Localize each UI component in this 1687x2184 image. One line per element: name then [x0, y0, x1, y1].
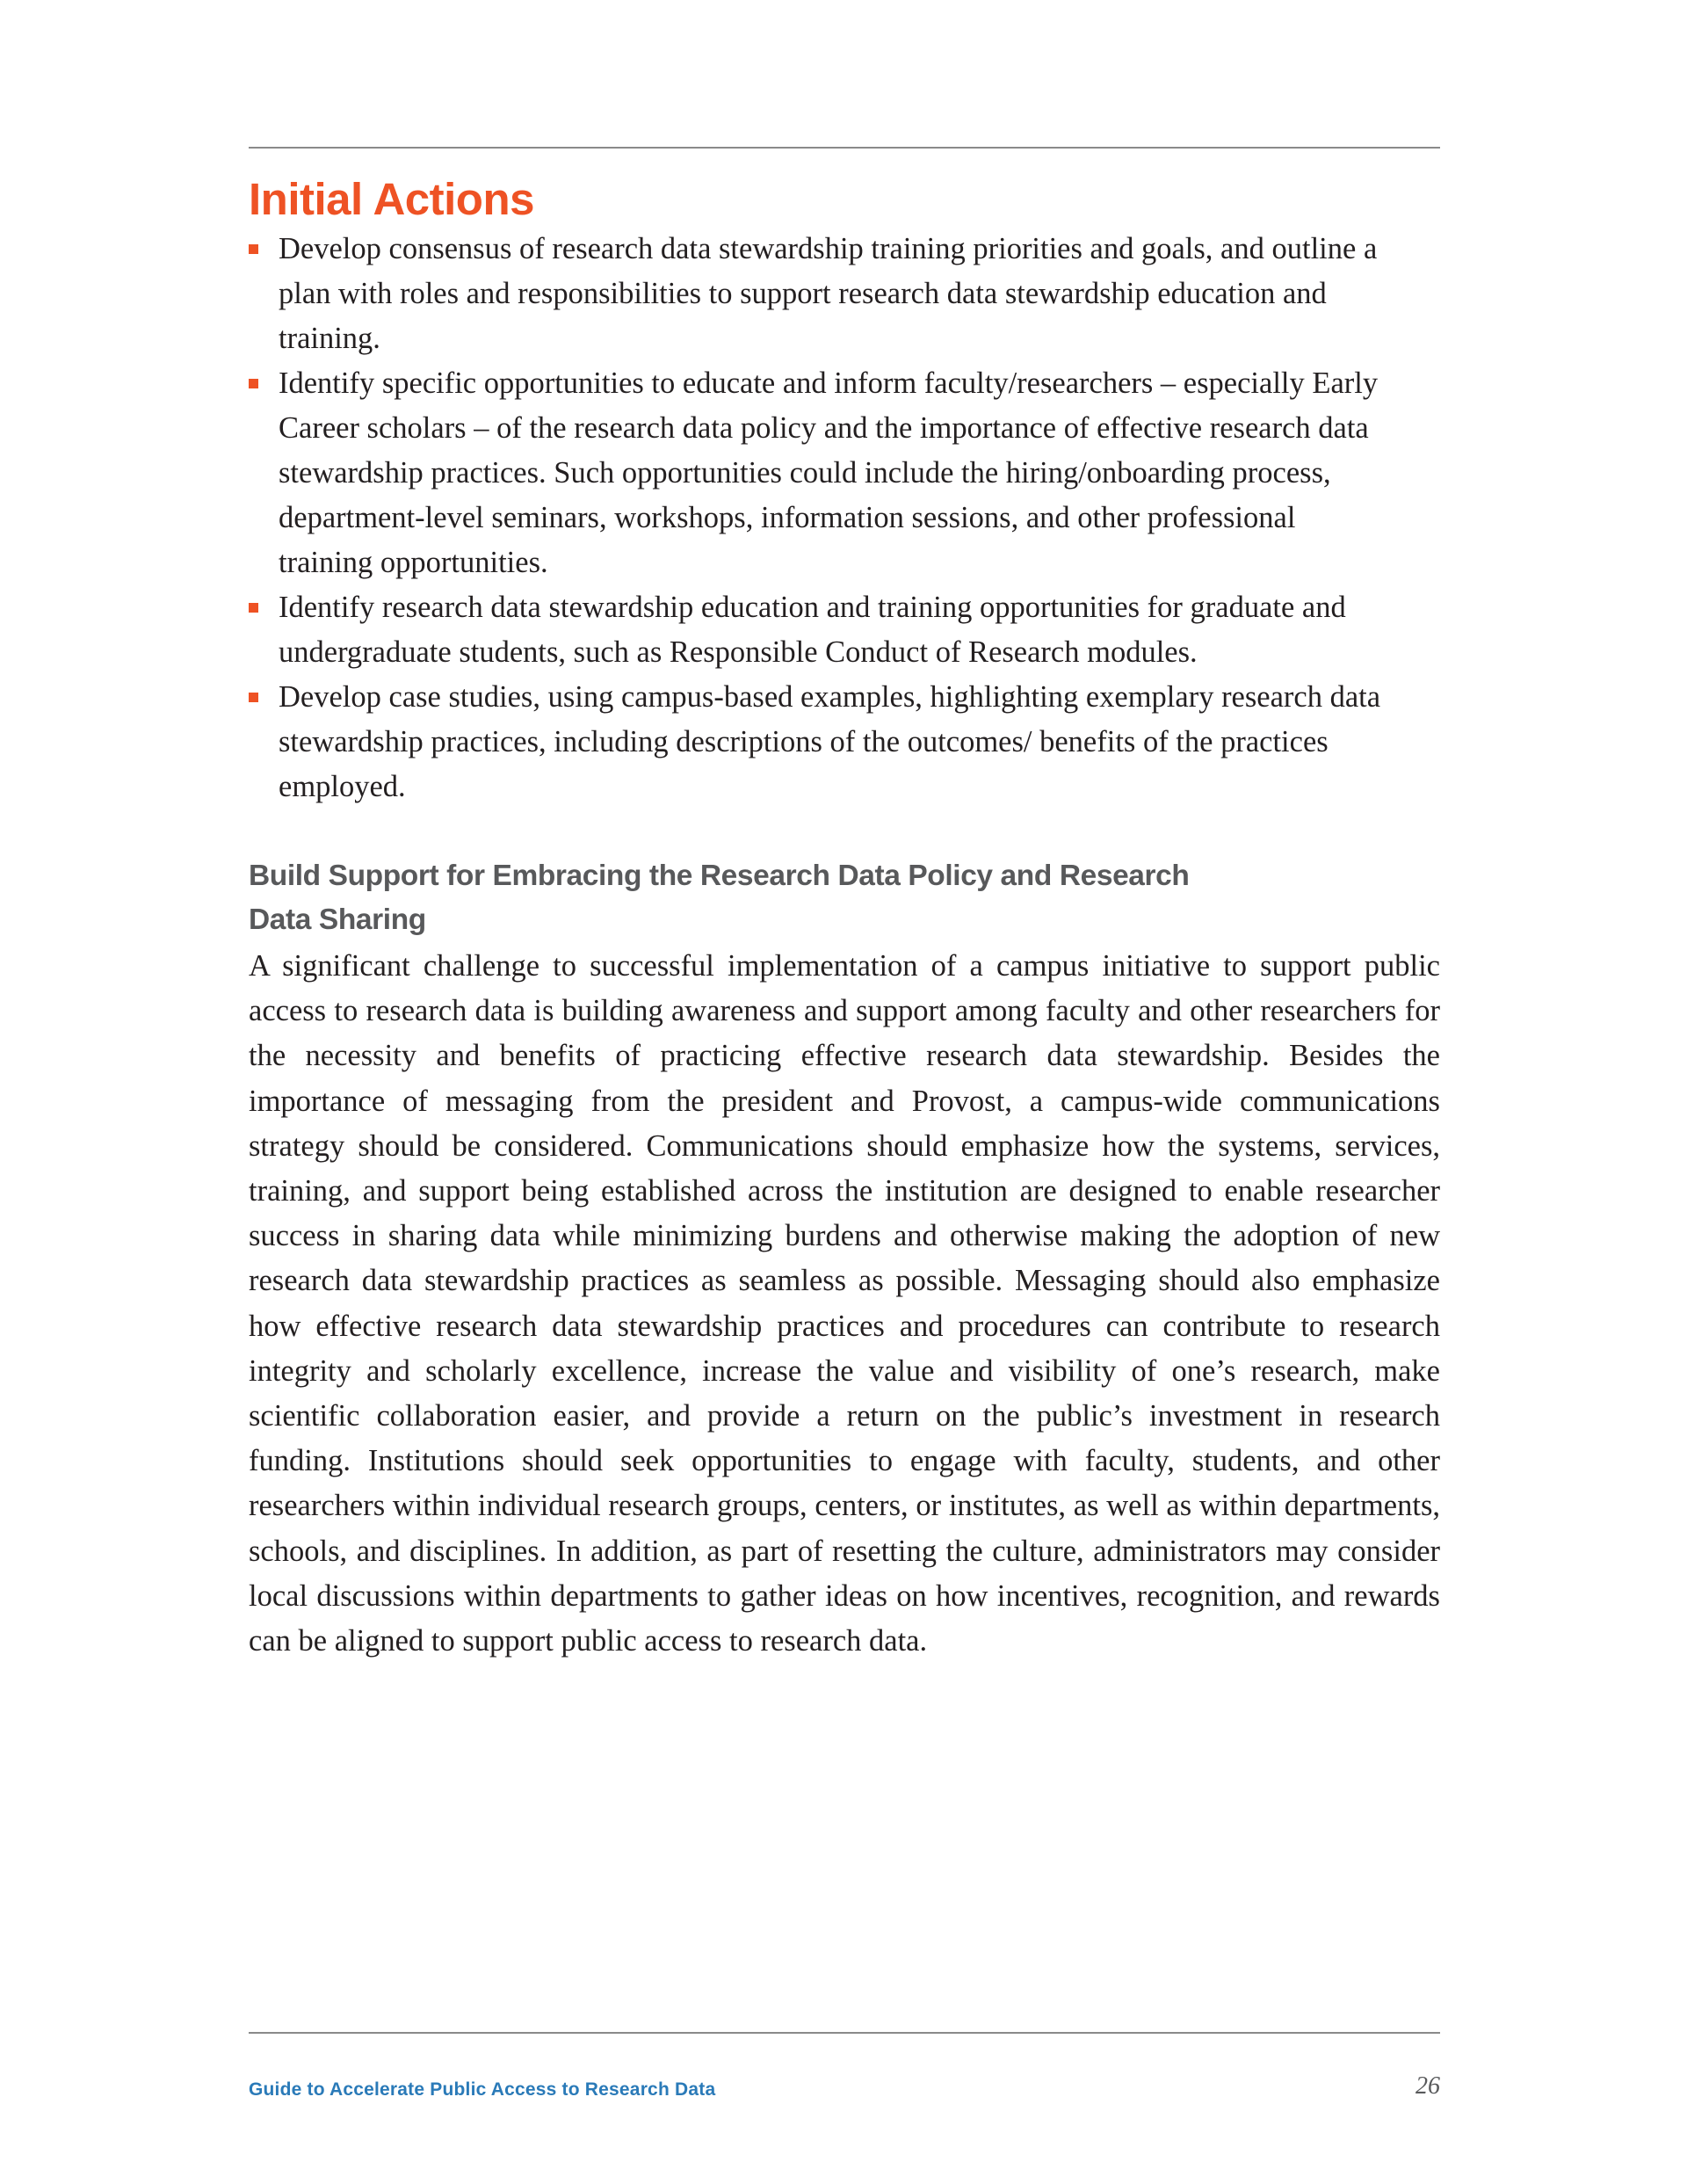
footer-document-title: Guide to Accelerate Public Access to Research Data	[249, 2079, 716, 2100]
square-bullet-icon	[249, 244, 258, 254]
list-item	[249, 227, 1394, 361]
square-bullet-icon	[249, 693, 258, 702]
top-divider	[249, 147, 1440, 149]
square-bullet-icon	[249, 379, 258, 388]
list-item	[249, 585, 1394, 675]
subsection-body: A significant challenge to successful implementation of a campus initiative to support public access to research data is building awareness and support among faculty and other researchers for the necessity and benefits of practicing effective research data stewardship. Besides the importance of messaging from the president and Provost, a campus-wide communications strategy should be considered. Communications should emphasize how the systems, services, training, and support being established across the institution are designed to enable researcher success in sharing data while minimizing burdens and otherwise making the adoption of new research data stewardship practices as seamless as possible. Messaging should also emphasize how effective research data stewardship practices and procedures can contribute to research integrity and scholarly excellence, increase the value and visibility of one’s research, make scientific collaboration easier, and provide a return on the public’s investment in research funding. Institutions should seek opportunities to engage with faculty, students, and other researchers within individual research groups, centers, or institutes, as well as within departments, schools, and disciplines. In addition, as part of resetting the culture, administrators may consider local discussions within departments to gather ideas on how incentives, recognition, and rewards can be aligned to support public access to research data.	[249, 949, 1440, 1658]
section-title: Initial Actions	[249, 174, 534, 224]
list-item	[249, 361, 1394, 585]
square-bullet-icon	[249, 603, 258, 613]
main-content	[249, 172, 1440, 1664]
bottom-divider	[249, 2032, 1440, 2034]
page-number: 26	[1415, 2072, 1440, 2100]
subsection-heading: Build Support for Embracing the Research Data Policy and Research Data Sharing	[249, 860, 1190, 936]
list-item-text: Identify specific opportunities to educate and inform faculty/researchers – especially Early Career scholars – of the research data policy and the importance of effective research data stewardship practices. Such opportunities could include the hiring/onboarding process, department-level seminars, workshops, information sessions, and other professional training opportunities.	[279, 366, 1379, 579]
list-item-text: Identify research data stewardship education and training opportunities for graduate and undergraduate students, such as Responsible Conduct of Research modules.	[279, 591, 1346, 669]
list-item	[249, 675, 1394, 809]
initial-actions-list	[249, 227, 1440, 809]
list-item-text: Develop case studies, using campus-based examples, highlighting exemplary research data stewardship practices, including descriptions of the outcomes/ benefits of the practices employed.	[279, 680, 1381, 803]
list-item-text: Develop consensus of research data stewardship training priorities and goals, and outline a plan with roles and responsibilities to support research data stewardship education and training.	[279, 232, 1378, 355]
